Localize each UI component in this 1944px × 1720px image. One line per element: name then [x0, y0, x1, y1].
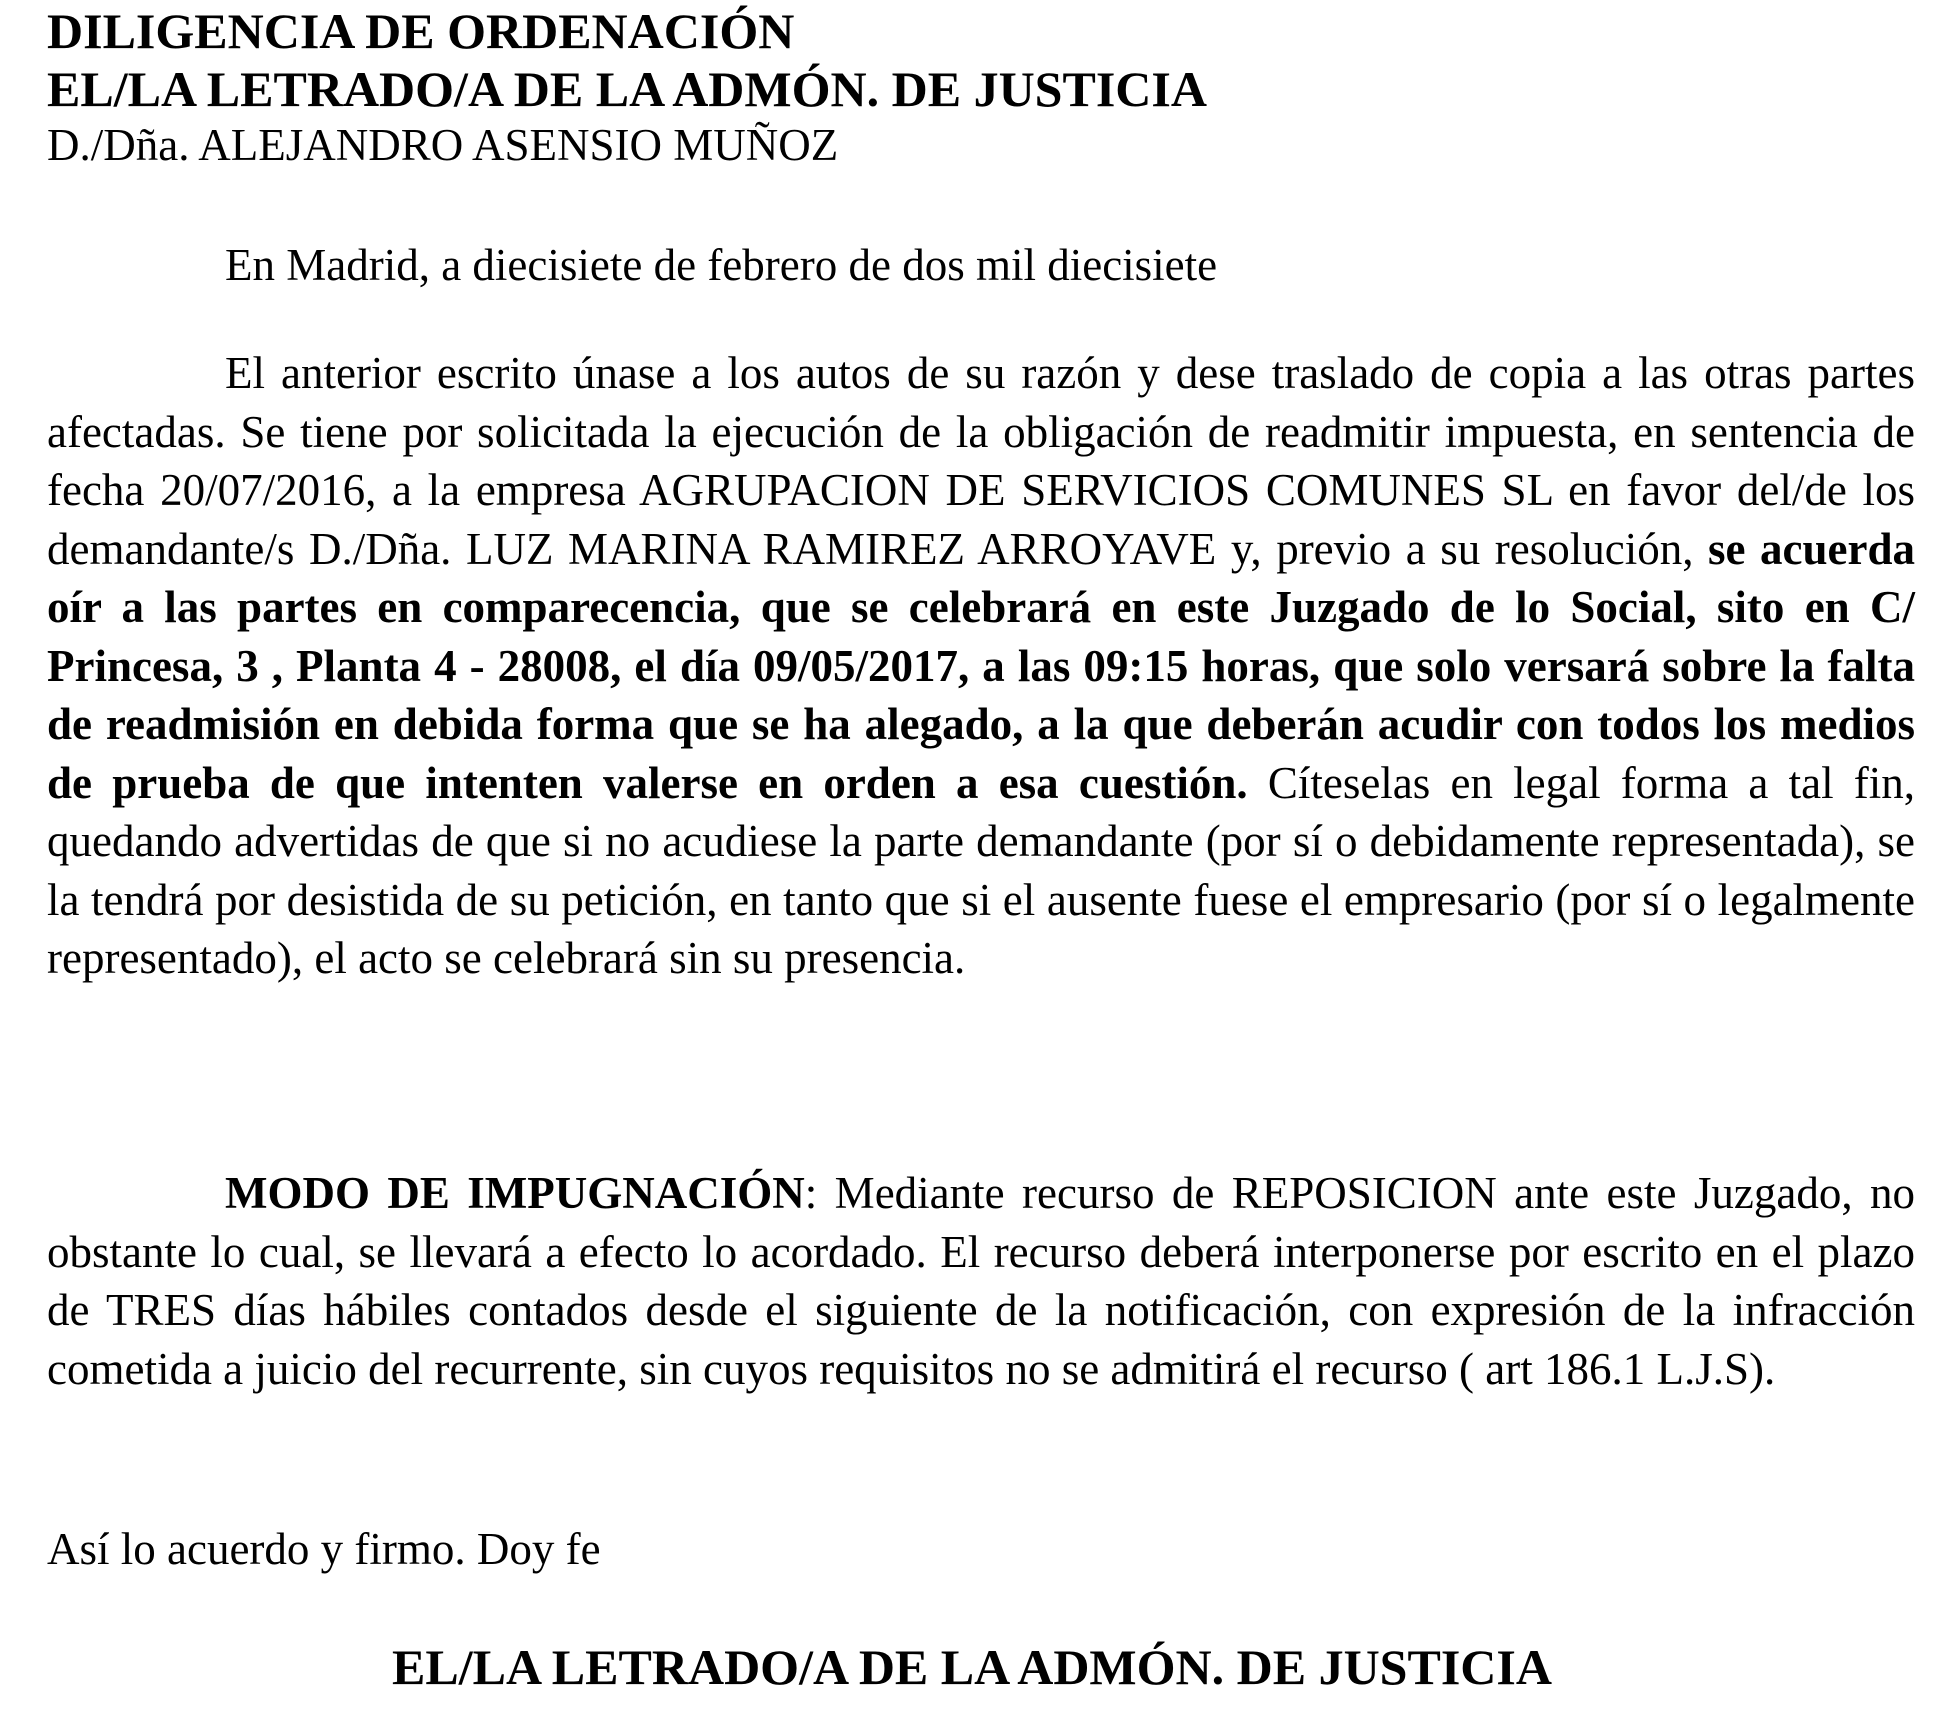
order-text-bold: se acuerda oír a las partes en comparecencia, que se celebrará en este Juzgado de lo Social, sito en C/ Princesa, 3 , Planta 4 - 28008, el día 09/05/2017, a las 09:15 horas, que solo versará sobre la falta de readmisión en debida forma que se ha alegado, a la que deberán acudir con todos los medios de prueba de que intenten valerse en orden a esa cuestión. — [47, 523, 1915, 808]
signature-heading: EL/LA LETRADO/A DE LA ADMÓN. DE JUSTICIA — [392, 1639, 1552, 1695]
appeal-label: MODO DE IMPUGNACIÓN — [225, 1168, 805, 1218]
office-heading: EL/LA LETRADO/A DE LA ADMÓN. DE JUSTICIA — [47, 61, 1207, 117]
order-paragraph — [47, 344, 1915, 988]
order-text-rest: Cíteselas en legal forma a tal fin, quedando advertidas de que si no acudiese la parte demandante (por sí o debidamente representada), se la tendrá por desistida de su petición, en tanto que si el ausente fuese el empresario (por sí o legalmente representado), el acto se celebrará sin su presencia. — [47, 757, 1915, 983]
date-line: En Madrid, a diecisiete de febrero de dos mil diecisiete — [225, 240, 1218, 290]
document-title: DILIGENCIA DE ORDENACIÓN — [47, 3, 795, 59]
official-name: D./Dña. ALEJANDRO ASENSIO MUÑOZ — [47, 120, 839, 170]
appeal-text: : Mediante recurso de REPOSICION ante este Juzgado, no obstante lo cual, se llevará a efecto lo acordado. El recurso deberá interponerse por escrito en el plazo de TRES días hábiles contados desde el siguiente de la notificación, con expresión de la infracción cometida a juicio del recurrente, sin cuyos requisitos no se admitirá el recurso ( art 186.1 L.J.S). — [47, 1168, 1915, 1394]
appeal-paragraph — [47, 1164, 1915, 1398]
order-text-intro: El anterior escrito únase a los autos de su razón y dese traslado de copia a las otras partes afectadas. Se tiene por solicitada la ejecución de la obligación de readmitir impuesta, en sentencia de fecha 20/07/2016, a la empresa AGRUPACION DE SERVICIOS COMUNES SL en favor del/de los demandante/s D./Dña. LUZ MARINA RAMIREZ ARROYAVE y, previo a su resolución, — [47, 348, 1915, 574]
closing-line: Así lo acuerdo y firmo. Doy fe — [47, 1524, 601, 1574]
